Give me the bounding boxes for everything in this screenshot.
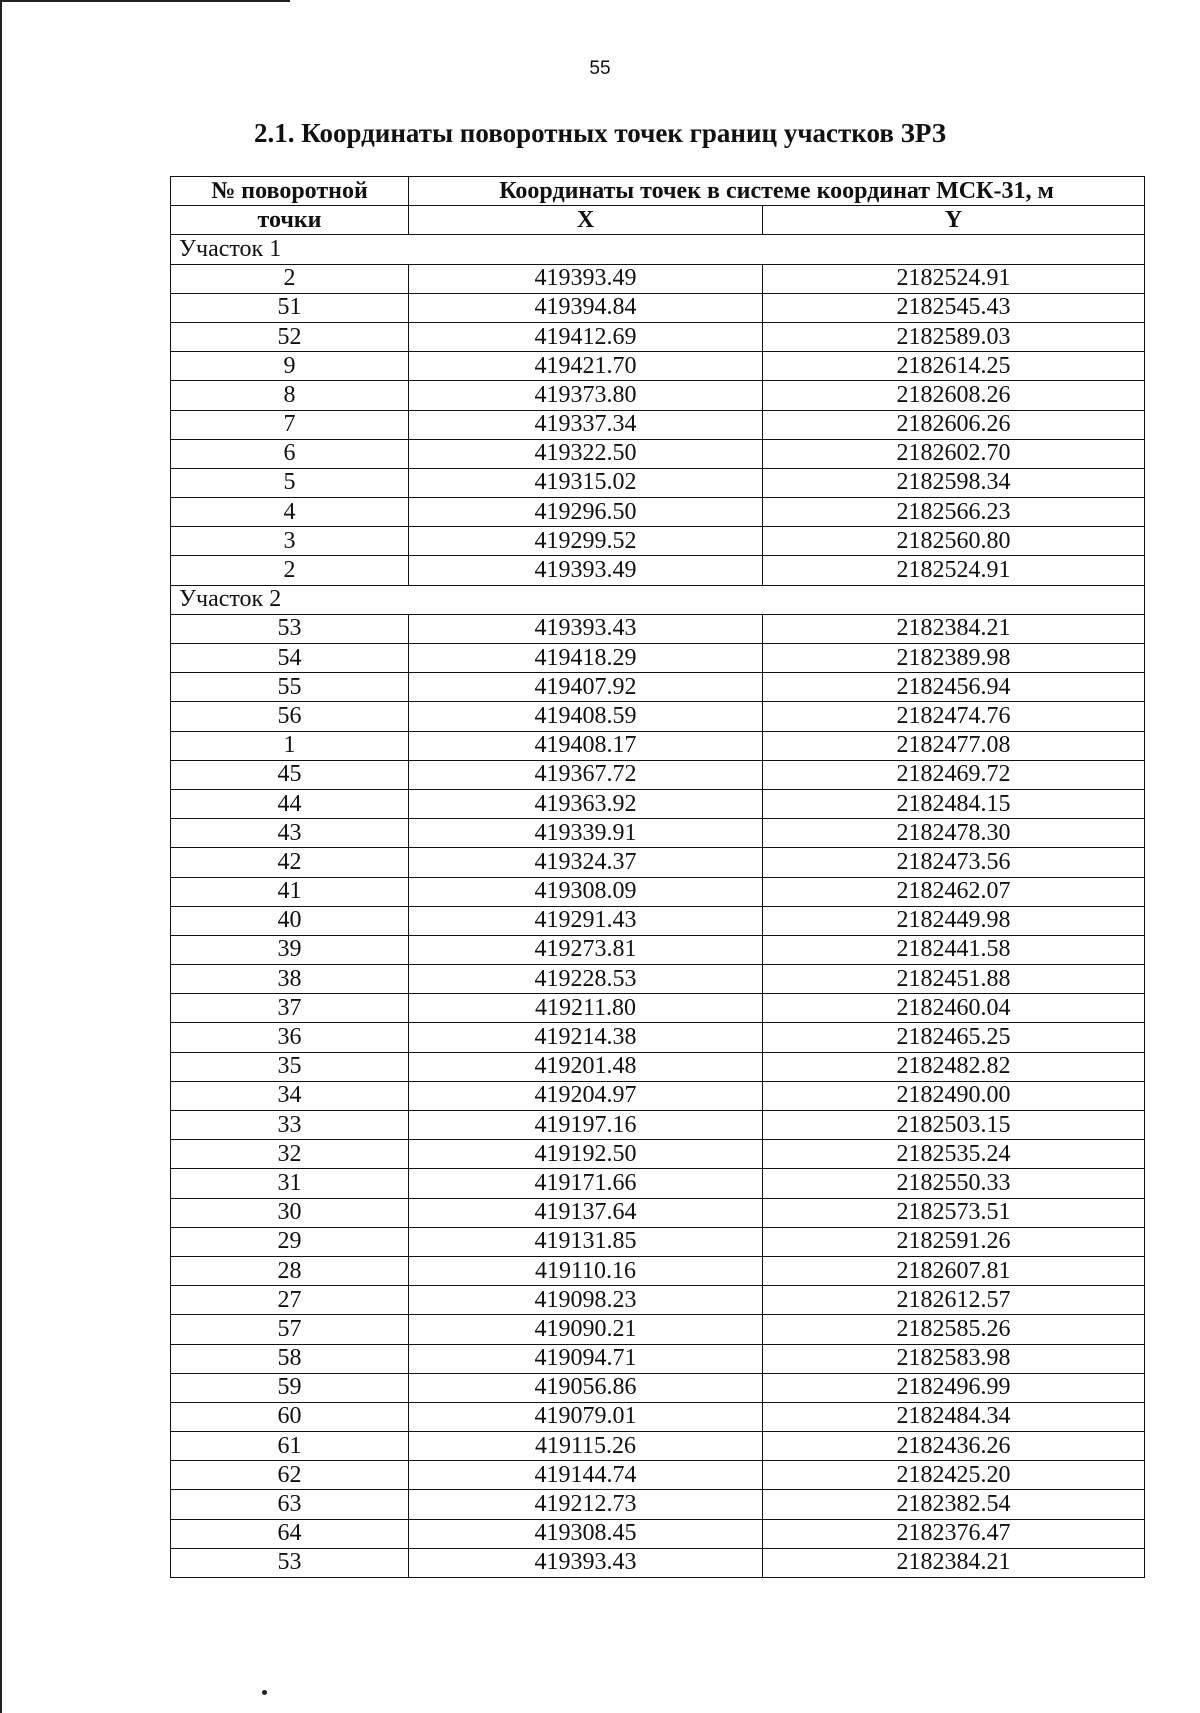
table-row xyxy=(171,1286,1145,1315)
point-number-cell: 6 xyxy=(171,439,409,468)
table-row xyxy=(171,673,1145,702)
y-coordinate-cell: 2182484.34 xyxy=(763,1402,1145,1431)
table-row xyxy=(171,352,1145,381)
table-row xyxy=(171,877,1145,906)
x-coordinate-cell: 419201.48 xyxy=(409,1052,763,1081)
x-coordinate-cell: 419339.91 xyxy=(409,819,763,848)
point-number-cell: 4 xyxy=(171,498,409,527)
table-row xyxy=(171,1227,1145,1256)
point-number-cell: 2 xyxy=(171,556,409,585)
point-number-cell: 39 xyxy=(171,935,409,964)
point-number-cell: 30 xyxy=(171,1198,409,1227)
point-number-cell: 45 xyxy=(171,760,409,789)
point-number-cell: 5 xyxy=(171,468,409,497)
header-coordinates: Координаты точек в системе координат МСК-31, м xyxy=(409,177,1145,206)
table-row xyxy=(171,556,1145,585)
x-coordinate-cell: 419394.84 xyxy=(409,293,763,322)
table-row xyxy=(171,410,1145,439)
y-coordinate-cell: 2182490.00 xyxy=(763,1081,1145,1110)
table-row xyxy=(171,644,1145,673)
table-row xyxy=(171,760,1145,789)
table-row xyxy=(171,498,1145,527)
table-row xyxy=(171,527,1145,556)
table-row xyxy=(171,1198,1145,1227)
point-number-cell: 63 xyxy=(171,1490,409,1519)
point-number-cell: 41 xyxy=(171,877,409,906)
x-coordinate-cell: 419308.45 xyxy=(409,1519,763,1548)
y-coordinate-cell: 2182589.03 xyxy=(763,322,1145,351)
point-number-cell: 33 xyxy=(171,1111,409,1140)
x-coordinate-cell: 419056.86 xyxy=(409,1373,763,1402)
table-row xyxy=(171,1373,1145,1402)
point-number-cell: 58 xyxy=(171,1344,409,1373)
table-row xyxy=(171,935,1145,964)
header-point-number-line1: № поворотной xyxy=(171,177,409,206)
point-number-cell: 57 xyxy=(171,1315,409,1344)
point-number-cell: 9 xyxy=(171,352,409,381)
x-coordinate-cell: 419315.02 xyxy=(409,468,763,497)
table-body xyxy=(171,235,1145,1578)
table-row xyxy=(171,1315,1145,1344)
point-number-cell: 42 xyxy=(171,848,409,877)
y-coordinate-cell: 2182384.21 xyxy=(763,1548,1145,1577)
x-coordinate-cell: 419337.34 xyxy=(409,410,763,439)
x-coordinate-cell: 419273.81 xyxy=(409,935,763,964)
table-row xyxy=(171,1081,1145,1110)
y-coordinate-cell: 2182598.34 xyxy=(763,468,1145,497)
table-row xyxy=(171,322,1145,351)
y-coordinate-cell: 2182524.91 xyxy=(763,264,1145,293)
point-number-cell: 2 xyxy=(171,264,409,293)
point-number-cell: 56 xyxy=(171,702,409,731)
y-coordinate-cell: 2182591.26 xyxy=(763,1227,1145,1256)
point-number-cell: 31 xyxy=(171,1169,409,1198)
table-row xyxy=(171,819,1145,848)
point-number-cell: 8 xyxy=(171,381,409,410)
x-coordinate-cell: 419393.49 xyxy=(409,264,763,293)
x-coordinate-cell: 419204.97 xyxy=(409,1081,763,1110)
section-label: Участок 2 xyxy=(171,585,1145,614)
y-coordinate-cell: 2182462.07 xyxy=(763,877,1145,906)
point-number-cell: 54 xyxy=(171,644,409,673)
y-coordinate-cell: 2182612.57 xyxy=(763,1286,1145,1315)
x-coordinate-cell: 419098.23 xyxy=(409,1286,763,1315)
y-coordinate-cell: 2182524.91 xyxy=(763,556,1145,585)
x-coordinate-cell: 419171.66 xyxy=(409,1169,763,1198)
y-coordinate-cell: 2182478.30 xyxy=(763,819,1145,848)
y-coordinate-cell: 2182441.58 xyxy=(763,935,1145,964)
x-coordinate-cell: 419418.29 xyxy=(409,644,763,673)
table-row xyxy=(171,1344,1145,1373)
table-row xyxy=(171,1140,1145,1169)
x-coordinate-cell: 419192.50 xyxy=(409,1140,763,1169)
table-row xyxy=(171,439,1145,468)
y-coordinate-cell: 2182473.56 xyxy=(763,848,1145,877)
y-coordinate-cell: 2182484.15 xyxy=(763,789,1145,818)
x-coordinate-cell: 419197.16 xyxy=(409,1111,763,1140)
section-row xyxy=(171,235,1145,264)
x-coordinate-cell: 419137.64 xyxy=(409,1198,763,1227)
point-number-cell: 34 xyxy=(171,1081,409,1110)
table-row xyxy=(171,1052,1145,1081)
header-y: Y xyxy=(763,206,1145,235)
point-number-cell: 44 xyxy=(171,789,409,818)
table-row xyxy=(171,702,1145,731)
table-row xyxy=(171,1023,1145,1052)
x-coordinate-cell: 419110.16 xyxy=(409,1256,763,1285)
table-row xyxy=(171,1111,1145,1140)
point-number-cell: 55 xyxy=(171,673,409,702)
page-edge-top xyxy=(0,0,290,2)
x-coordinate-cell: 419322.50 xyxy=(409,439,763,468)
y-coordinate-cell: 2182382.54 xyxy=(763,1490,1145,1519)
section-label: Участок 1 xyxy=(171,235,1145,264)
point-number-cell: 40 xyxy=(171,906,409,935)
table-row xyxy=(171,994,1145,1023)
x-coordinate-cell: 419373.80 xyxy=(409,381,763,410)
x-coordinate-cell: 419212.73 xyxy=(409,1490,763,1519)
y-coordinate-cell: 2182550.33 xyxy=(763,1169,1145,1198)
y-coordinate-cell: 2182585.26 xyxy=(763,1315,1145,1344)
y-coordinate-cell: 2182602.70 xyxy=(763,439,1145,468)
table-row xyxy=(171,1432,1145,1461)
table-row xyxy=(171,1169,1145,1198)
point-number-cell: 52 xyxy=(171,322,409,351)
y-coordinate-cell: 2182535.24 xyxy=(763,1140,1145,1169)
x-coordinate-cell: 419296.50 xyxy=(409,498,763,527)
scan-speck xyxy=(262,1690,267,1695)
x-coordinate-cell: 419408.17 xyxy=(409,731,763,760)
x-coordinate-cell: 419408.59 xyxy=(409,702,763,731)
x-coordinate-cell: 419421.70 xyxy=(409,352,763,381)
table-row xyxy=(171,731,1145,760)
point-number-cell: 32 xyxy=(171,1140,409,1169)
table-row xyxy=(171,848,1145,877)
section-row xyxy=(171,585,1145,614)
table-row xyxy=(171,1519,1145,1548)
table-row xyxy=(171,1548,1145,1577)
point-number-cell: 64 xyxy=(171,1519,409,1548)
y-coordinate-cell: 2182477.08 xyxy=(763,731,1145,760)
point-number-cell: 36 xyxy=(171,1023,409,1052)
x-coordinate-cell: 419299.52 xyxy=(409,527,763,556)
table-row xyxy=(171,1256,1145,1285)
point-number-cell: 60 xyxy=(171,1402,409,1431)
y-coordinate-cell: 2182545.43 xyxy=(763,293,1145,322)
point-number-cell: 59 xyxy=(171,1373,409,1402)
table-row xyxy=(171,906,1145,935)
point-number-cell: 53 xyxy=(171,614,409,643)
x-coordinate-cell: 419367.72 xyxy=(409,760,763,789)
y-coordinate-cell: 2182469.72 xyxy=(763,760,1145,789)
table-row xyxy=(171,614,1145,643)
table-row xyxy=(171,965,1145,994)
page-edge-left xyxy=(0,0,2,1713)
y-coordinate-cell: 2182456.94 xyxy=(763,673,1145,702)
x-coordinate-cell: 419393.43 xyxy=(409,1548,763,1577)
x-coordinate-cell: 419094.71 xyxy=(409,1344,763,1373)
y-coordinate-cell: 2182449.98 xyxy=(763,906,1145,935)
header-point-number-line2: точки xyxy=(171,206,409,235)
x-coordinate-cell: 419079.01 xyxy=(409,1402,763,1431)
x-coordinate-cell: 419291.43 xyxy=(409,906,763,935)
table-row xyxy=(171,381,1145,410)
x-coordinate-cell: 419214.38 xyxy=(409,1023,763,1052)
x-coordinate-cell: 419324.37 xyxy=(409,848,763,877)
y-coordinate-cell: 2182465.25 xyxy=(763,1023,1145,1052)
y-coordinate-cell: 2182474.76 xyxy=(763,702,1145,731)
point-number-cell: 35 xyxy=(171,1052,409,1081)
point-number-cell: 62 xyxy=(171,1461,409,1490)
x-coordinate-cell: 419144.74 xyxy=(409,1461,763,1490)
page-number: 55 xyxy=(589,58,611,79)
point-number-cell: 61 xyxy=(171,1432,409,1461)
y-coordinate-cell: 2182503.15 xyxy=(763,1111,1145,1140)
y-coordinate-cell: 2182566.23 xyxy=(763,498,1145,527)
y-coordinate-cell: 2182451.88 xyxy=(763,965,1145,994)
y-coordinate-cell: 2182583.98 xyxy=(763,1344,1145,1373)
coordinates-table xyxy=(170,176,1145,1578)
y-coordinate-cell: 2182482.82 xyxy=(763,1052,1145,1081)
x-coordinate-cell: 419393.43 xyxy=(409,614,763,643)
x-coordinate-cell: 419393.49 xyxy=(409,556,763,585)
table-row xyxy=(171,1490,1145,1519)
table-row xyxy=(171,264,1145,293)
y-coordinate-cell: 2182436.26 xyxy=(763,1432,1145,1461)
table-row xyxy=(171,293,1145,322)
table-row xyxy=(171,1461,1145,1490)
point-number-cell: 38 xyxy=(171,965,409,994)
y-coordinate-cell: 2182607.81 xyxy=(763,1256,1145,1285)
x-coordinate-cell: 419228.53 xyxy=(409,965,763,994)
x-coordinate-cell: 419407.92 xyxy=(409,673,763,702)
y-coordinate-cell: 2182573.51 xyxy=(763,1198,1145,1227)
table-row xyxy=(171,789,1145,818)
y-coordinate-cell: 2182496.99 xyxy=(763,1373,1145,1402)
point-number-cell: 51 xyxy=(171,293,409,322)
point-number-cell: 28 xyxy=(171,1256,409,1285)
y-coordinate-cell: 2182460.04 xyxy=(763,994,1145,1023)
point-number-cell: 43 xyxy=(171,819,409,848)
y-coordinate-cell: 2182560.80 xyxy=(763,527,1145,556)
x-coordinate-cell: 419211.80 xyxy=(409,994,763,1023)
y-coordinate-cell: 2182376.47 xyxy=(763,1519,1145,1548)
x-coordinate-cell: 419308.09 xyxy=(409,877,763,906)
y-coordinate-cell: 2182425.20 xyxy=(763,1461,1145,1490)
x-coordinate-cell: 419412.69 xyxy=(409,322,763,351)
point-number-cell: 29 xyxy=(171,1227,409,1256)
y-coordinate-cell: 2182614.25 xyxy=(763,352,1145,381)
document-title: 2.1. Координаты поворотных точек границ участков ЗРЗ xyxy=(254,118,946,148)
point-number-cell: 27 xyxy=(171,1286,409,1315)
point-number-cell: 7 xyxy=(171,410,409,439)
point-number-cell: 53 xyxy=(171,1548,409,1577)
x-coordinate-cell: 419363.92 xyxy=(409,789,763,818)
y-coordinate-cell: 2182608.26 xyxy=(763,381,1145,410)
x-coordinate-cell: 419115.26 xyxy=(409,1432,763,1461)
table-row xyxy=(171,468,1145,497)
y-coordinate-cell: 2182384.21 xyxy=(763,614,1145,643)
y-coordinate-cell: 2182606.26 xyxy=(763,410,1145,439)
table-row xyxy=(171,1402,1145,1431)
y-coordinate-cell: 2182389.98 xyxy=(763,644,1145,673)
x-coordinate-cell: 419131.85 xyxy=(409,1227,763,1256)
point-number-cell: 3 xyxy=(171,527,409,556)
x-coordinate-cell: 419090.21 xyxy=(409,1315,763,1344)
point-number-cell: 37 xyxy=(171,994,409,1023)
header-x: X xyxy=(409,206,763,235)
point-number-cell: 1 xyxy=(171,731,409,760)
